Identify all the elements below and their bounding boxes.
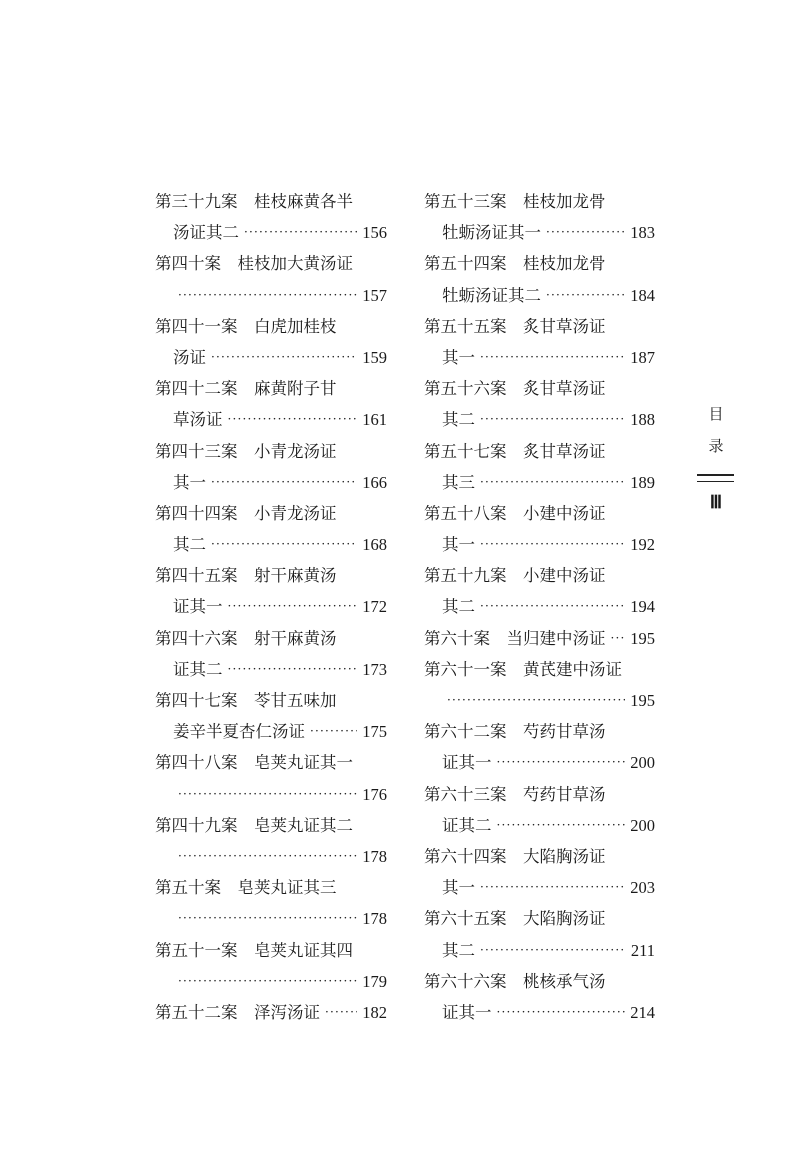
toc-entry-text: 汤证 [173, 347, 206, 367]
toc-entry-line [424, 342, 655, 373]
section-title-char: 目 [708, 405, 724, 423]
toc-page-number: 194 [630, 597, 655, 617]
toc-entry-title [424, 966, 655, 997]
toc-entry-text: 第五十七案 炙甘草汤证 [424, 441, 606, 461]
toc-entry-title [155, 560, 387, 591]
toc-entry-title [155, 623, 387, 654]
toc-entry-title [155, 810, 387, 841]
toc-page-number: 214 [630, 1002, 655, 1022]
toc-entry-title [155, 685, 387, 716]
toc-leader-dots [480, 591, 625, 622]
toc-entry-text: 第五十五案 炙甘草汤证 [424, 316, 606, 336]
toc-entry-text: 汤证其二 [173, 223, 239, 243]
toc-entry-title [155, 373, 387, 404]
toc-entry-text: 证其一 [173, 597, 223, 617]
toc-leader-dots [480, 935, 626, 966]
toc-leader-dots [480, 404, 625, 435]
toc-entry-line [424, 529, 655, 560]
toc-entry-line [155, 217, 387, 248]
toc-leader-dots [228, 591, 358, 622]
toc-entry-title [424, 560, 655, 591]
toc-entry-line [155, 903, 387, 934]
toc-page-number: 161 [362, 410, 387, 430]
toc-entry-title [155, 311, 387, 342]
toc-page-number: 176 [362, 784, 387, 804]
toc-entry-line [424, 997, 655, 1028]
toc-leader-dots [310, 716, 357, 747]
toc-entry-text: 第六十六案 桃核承气汤 [424, 971, 606, 991]
toc-page-number: 168 [362, 535, 387, 555]
toc-entry-title [424, 186, 655, 217]
toc-entry-text: 其三 [442, 472, 475, 492]
toc-entry-text: 第四十二案 麻黄附子甘 [155, 379, 337, 399]
toc-entry-text: 第五十四案 桂枝加龙骨 [424, 254, 606, 274]
toc-page-number: 203 [630, 878, 655, 898]
toc-page-number: 182 [362, 1002, 387, 1022]
section-divider-rule [697, 474, 734, 482]
toc-page-number: 195 [630, 628, 655, 648]
toc-leader-dots [480, 872, 625, 903]
toc-column-right [424, 186, 655, 1028]
toc-entry-text: 证其二 [442, 815, 492, 835]
toc-leader-dots [611, 623, 626, 654]
toc-page-number: 188 [630, 410, 655, 430]
toc-entry-title [424, 498, 655, 529]
toc-leader-dots [480, 467, 625, 498]
toc-entry-title [424, 436, 655, 467]
page-number: Ⅲ [709, 492, 722, 512]
toc-page-number: 179 [362, 971, 387, 991]
toc-leader-dots [178, 779, 357, 810]
toc-entry-line [155, 404, 387, 435]
toc-entry-title [155, 248, 387, 279]
toc-page-number: 200 [630, 753, 655, 773]
toc-entry-line [155, 716, 387, 747]
toc-entry-text: 其一 [442, 535, 475, 555]
toc-entry-text: 草汤证 [173, 410, 223, 430]
toc-entry-text: 第六十一案 黄芪建中汤证 [424, 659, 622, 679]
toc-entry-text: 第五十三案 桂枝加龙骨 [424, 192, 606, 211]
toc-entry-title [424, 654, 655, 685]
toc-entry-line [424, 404, 655, 435]
toc-entry-title [155, 186, 387, 217]
toc-page-number: 175 [362, 722, 387, 742]
toc-entry-text: 其二 [442, 940, 475, 960]
toc-entry-text: 第四十七案 苓甘五味加 [155, 691, 337, 710]
toc-entry-line [424, 872, 655, 903]
toc-entry-text: 第五十八案 小建中汤证 [424, 503, 606, 523]
toc-entry-text: 第四十四案 小青龙汤证 [155, 503, 337, 523]
toc-entry-line [424, 685, 655, 716]
toc-entry-text: 其二 [173, 535, 206, 555]
toc-entry-line [424, 591, 655, 622]
toc-entry-text: 第四十三案 小青龙汤证 [155, 441, 337, 461]
toc-leader-dots [497, 747, 626, 778]
toc-entry-line [155, 966, 387, 997]
toc-page-number: 184 [630, 285, 655, 305]
toc-entry-line [155, 591, 387, 622]
toc-entry-text: 姜辛半夏杏仁汤证 [173, 722, 305, 742]
toc-entry-text: 第六十二案 芍药甘草汤 [424, 722, 606, 742]
toc-leader-dots [546, 280, 625, 311]
toc-entry-text: 第四十一案 白虎加桂枝 [155, 316, 337, 336]
toc-entry-line [424, 810, 655, 841]
toc-leader-dots [497, 810, 626, 841]
toc-entry-text: 第四十九案 皂荚丸证其二 [155, 815, 353, 835]
toc-entry-text: 第五十一案 皂荚丸证其四 [155, 940, 353, 960]
toc-leader-dots [178, 280, 357, 311]
toc-entry-title [424, 841, 655, 872]
toc-page-number: 178 [362, 909, 387, 929]
toc-entry-text: 第四十六案 射干麻黄汤 [155, 628, 337, 648]
toc-entry-text: 其二 [442, 597, 475, 617]
toc-leader-dots [228, 654, 358, 685]
toc-entry-text: 其一 [173, 472, 206, 492]
toc-entry-line [155, 467, 387, 498]
toc-leader-dots [447, 685, 625, 716]
toc-entry-title [424, 779, 655, 810]
toc-leader-dots [178, 966, 357, 997]
toc-page-number: 195 [630, 691, 655, 710]
toc-entry-title [424, 903, 655, 934]
toc-entry-text: 牡蛎汤证其一 [442, 223, 541, 243]
toc-page-number: 187 [630, 347, 655, 367]
toc-entry-text: 第四十八案 皂荚丸证其一 [155, 753, 353, 773]
toc-leader-dots [480, 529, 625, 560]
section-title-char: 录 [708, 437, 724, 455]
toc-entry-text: 第六十四案 大陷胸汤证 [424, 846, 606, 866]
toc-entry-text: 牡蛎汤证其二 [442, 285, 541, 305]
toc-page-number: 183 [630, 223, 655, 243]
toc-leader-dots [325, 997, 357, 1028]
toc-leader-dots [497, 997, 626, 1028]
toc-page-number: 200 [630, 815, 655, 835]
toc-entry-line [424, 280, 655, 311]
toc-leader-dots [480, 342, 625, 373]
toc-entry-text: 证其一 [442, 1002, 492, 1022]
toc-entry-line [424, 935, 655, 966]
toc-entry-line [424, 747, 655, 778]
toc-entry-text: 其一 [442, 347, 475, 367]
toc-entry-title [424, 311, 655, 342]
toc-entry-title [424, 248, 655, 279]
toc-entry-text: 其一 [442, 878, 475, 898]
toc-column-left [155, 186, 387, 1028]
toc-entry-line [424, 467, 655, 498]
toc-entry-line [155, 654, 387, 685]
toc-entry-title [155, 498, 387, 529]
toc-entry-title [424, 716, 655, 747]
toc-entry-title [155, 935, 387, 966]
toc-page-number: 189 [630, 472, 655, 492]
toc-page-number: 159 [362, 347, 387, 367]
toc-entry-line [155, 342, 387, 373]
toc-page-number: 157 [362, 285, 387, 305]
toc-leader-dots [211, 342, 357, 373]
toc-entry-text: 证其一 [442, 753, 492, 773]
toc-entry-text: 证其二 [173, 659, 223, 679]
toc-page-number: 173 [362, 659, 387, 679]
toc-page-number: 178 [362, 846, 387, 866]
toc-entry-title [155, 436, 387, 467]
toc-entry-text: 第五十案 皂荚丸证其三 [155, 878, 337, 898]
toc-leader-dots [211, 529, 357, 560]
toc-leader-dots [178, 841, 357, 872]
toc-leader-dots [244, 217, 357, 248]
toc-entry-text: 第三十九案 桂枝麻黄各半 [155, 192, 353, 211]
toc-entry-line [155, 280, 387, 311]
toc-entry-text: 第五十二案 泽泻汤证 [155, 1002, 320, 1022]
toc-page-number: 166 [362, 472, 387, 492]
toc-page-number: 211 [630, 940, 655, 960]
toc-leader-dots [178, 903, 357, 934]
toc-entry-text: 第六十五案 大陷胸汤证 [424, 909, 606, 929]
toc-page-number: 156 [362, 223, 387, 243]
toc-entry-title [155, 747, 387, 778]
toc-entry-text: 第五十六案 炙甘草汤证 [424, 379, 606, 399]
toc-entry-line [424, 623, 655, 654]
toc-entry-text: 第五十九案 小建中汤证 [424, 566, 606, 586]
toc-leader-dots [546, 217, 625, 248]
toc-entry-text: 其二 [442, 410, 475, 430]
toc-entry-line [155, 779, 387, 810]
toc-entry-title [424, 373, 655, 404]
toc-entry-line [424, 217, 655, 248]
toc-entry-text: 第六十三案 芍药甘草汤 [424, 784, 606, 804]
toc-entry-title [155, 872, 387, 903]
section-title-vertical [704, 398, 728, 462]
toc-entry-text: 第四十五案 射干麻黄汤 [155, 566, 337, 586]
toc-entry-line [155, 841, 387, 872]
toc-entry-text: 第四十案 桂枝加大黄汤证 [155, 254, 353, 274]
toc-entry-text: 第六十案 当归建中汤证 [424, 628, 606, 648]
toc-entry-line [155, 997, 387, 1028]
toc-page-number: 172 [362, 597, 387, 617]
toc-page-number: 192 [630, 535, 655, 555]
toc-leader-dots [228, 404, 358, 435]
toc-entry-line [155, 529, 387, 560]
toc-leader-dots [211, 467, 357, 498]
